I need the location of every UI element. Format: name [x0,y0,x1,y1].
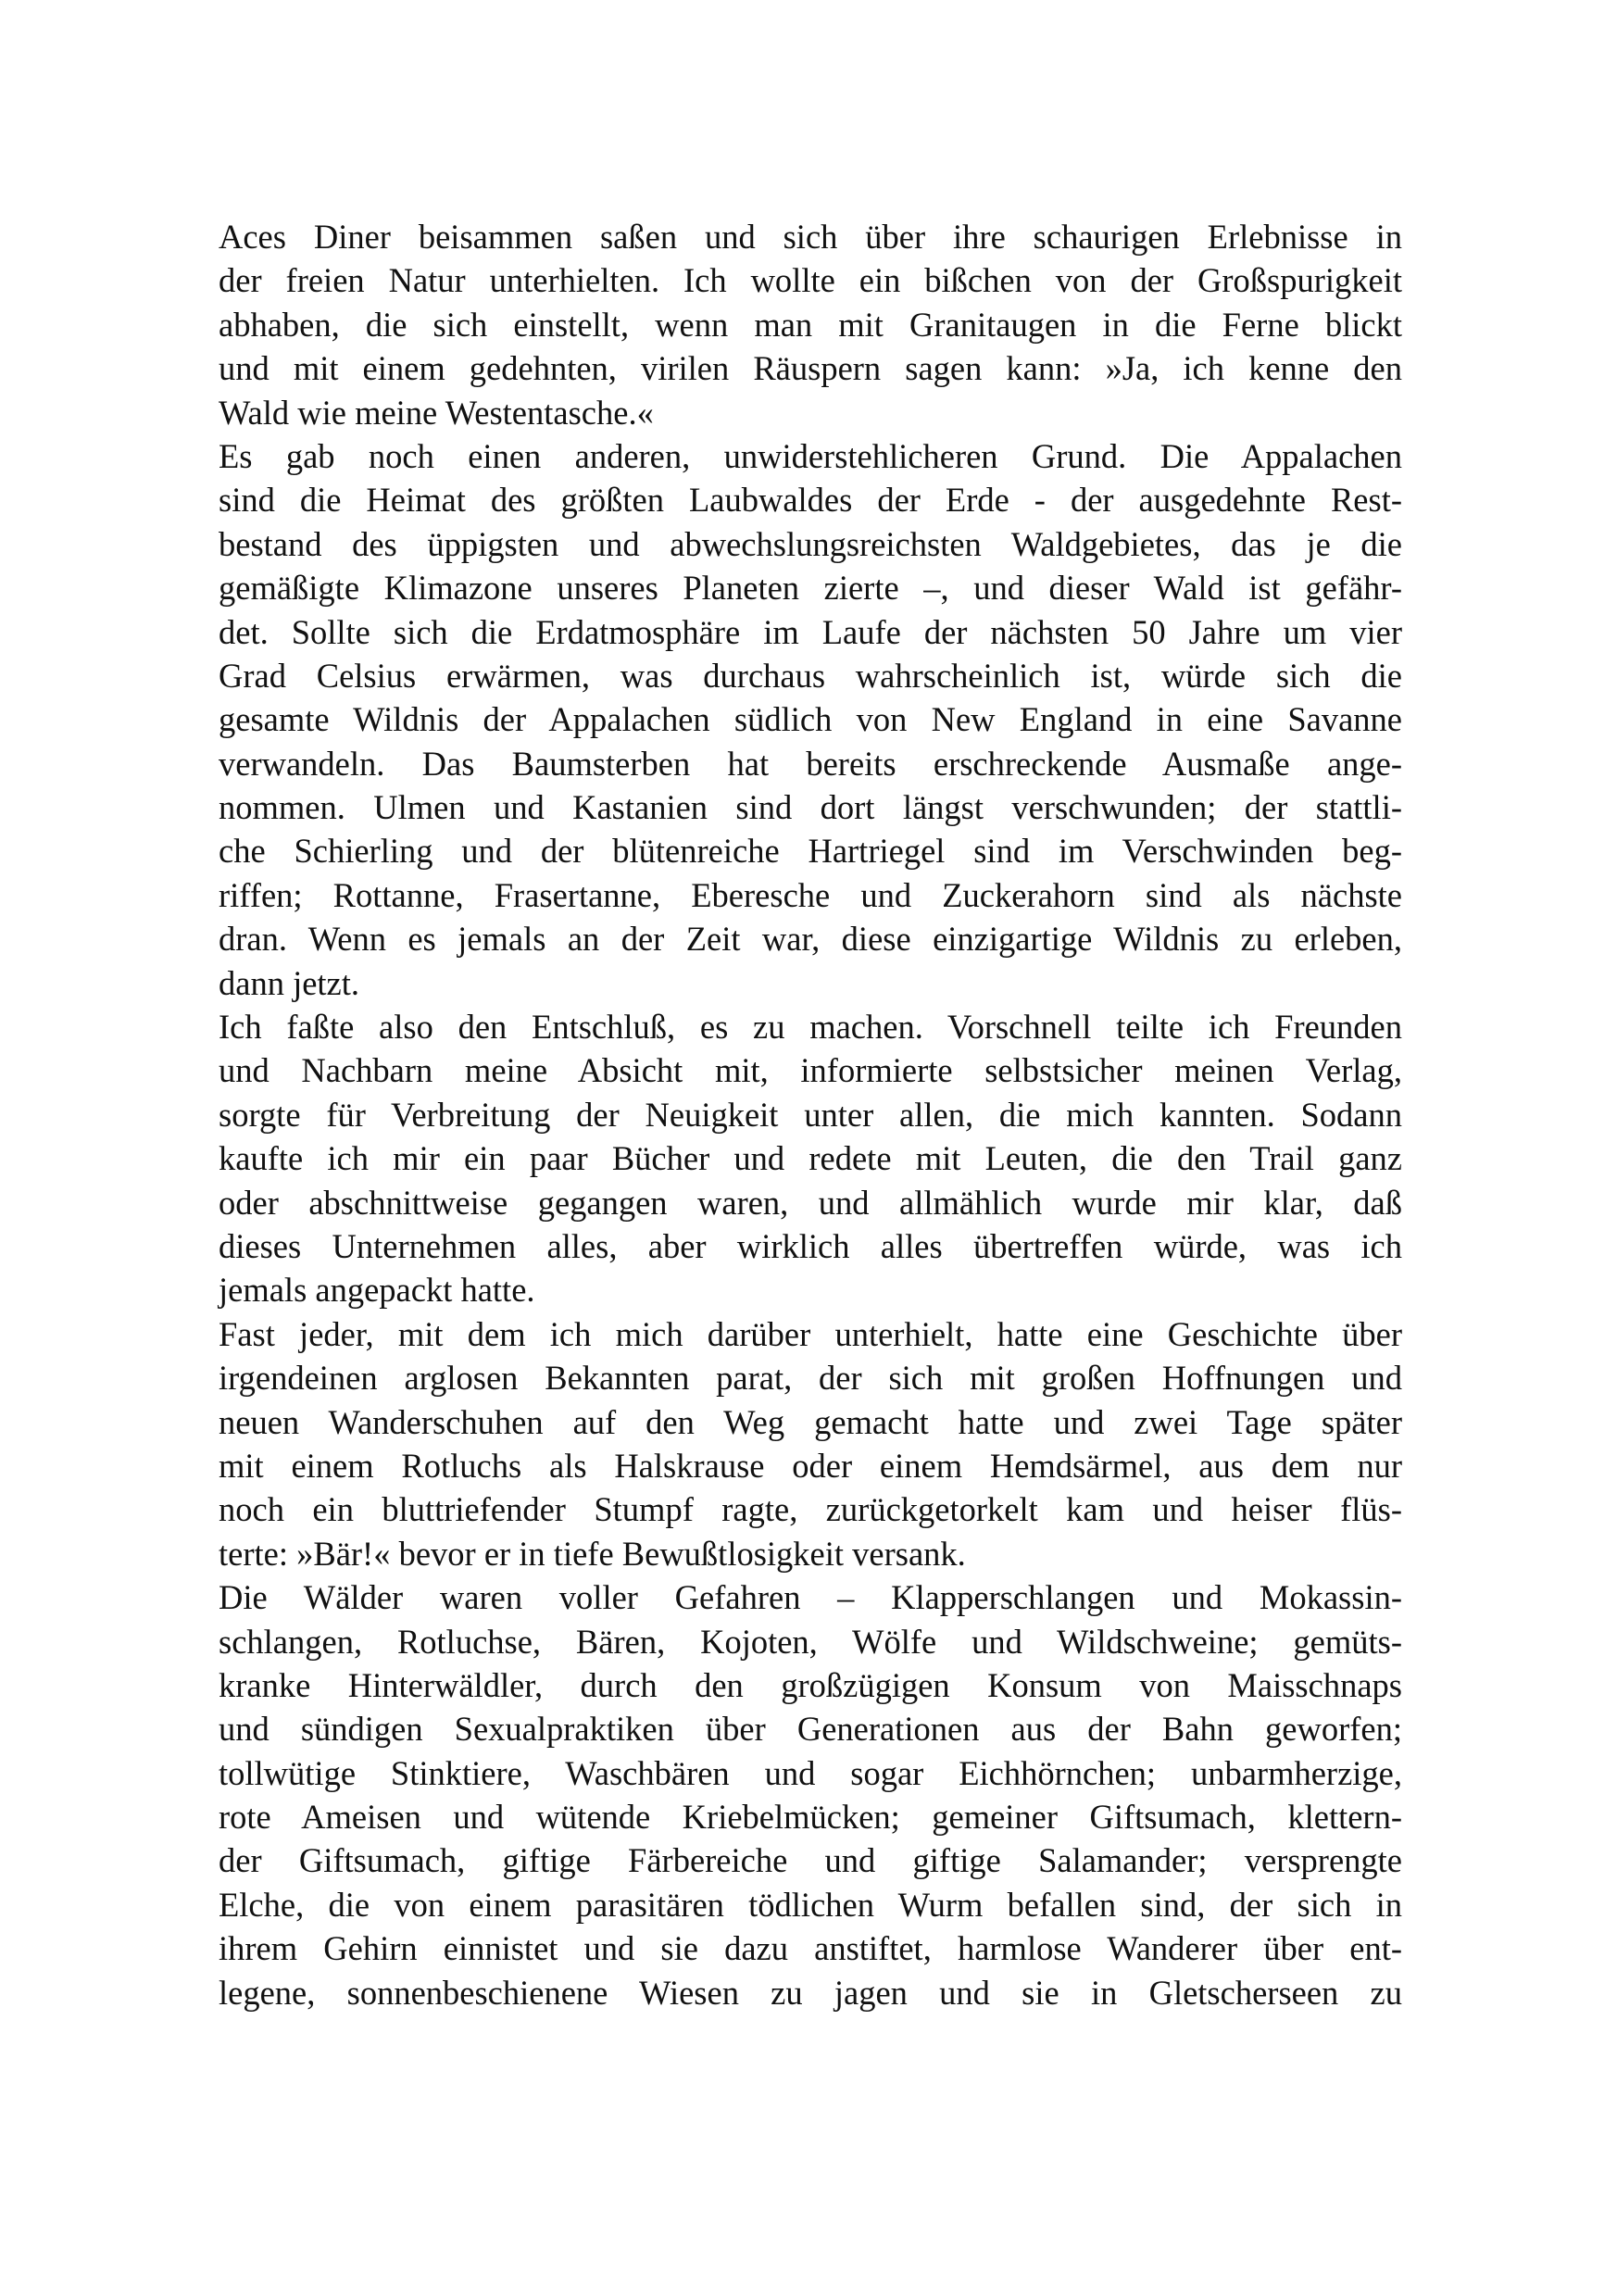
text-line: mit einem Rotluchs als Halskrause oder einem Hemdsärmel, aus dem nur [219,1446,1402,1485]
text-line: che Schierling und der blütenreiche Hartriegel sind im Verschwinden beg- [219,832,1402,871]
text-line: sorgte für Verbreitung der Neuigkeit unter allen, die mich kannten. Sodann [219,1095,1402,1134]
text-line: riffen; Rottanne, Frasertanne, Eberesche und Zuckerahorn sind als nächste [219,875,1402,914]
text-line: oder abschnittweise gegangen waren, und allmählich wurde mir klar, daß [219,1183,1402,1222]
text-line: kranke Hinterwäldler, durch den großzügigen Konsum von Maisschnaps [219,1665,1402,1704]
text-line: sind die Heimat des größten Laubwaldes der Erde - der ausgedehnte Rest- [219,481,1402,520]
text-line: noch ein bluttriefender Stumpf ragte, zurückgetorkelt kam und heiser flüs- [219,1490,1402,1529]
text-line: tollwütige Stinktiere, Waschbären und sogar Eichhörnchen; unbarmherzige, [219,1753,1402,1792]
text-line: dann jetzt. [219,963,360,1002]
text-line: rote Ameisen und wütende Kriebelmücken; gemeiner Giftsumach, klettern- [219,1798,1402,1837]
text-line: jemals angepackt hatte. [219,1271,535,1310]
text-line: Fast jeder, mit dem ich mich darüber unterhielt, hatte eine Geschichte über [219,1314,1402,1353]
text-line: dran. Wenn es jemals an der Zeit war, diese einzigartige Wildnis zu erleben, [219,920,1402,959]
paragraph [219,1312,1402,1575]
text-line: nommen. Ulmen und Kastanien sind dort längst verschwunden; der stattli- [219,788,1402,827]
body-text [219,215,1402,2014]
text-line: Grad Celsius erwärmen, was durchaus wahrscheinlich ist, würde sich die [219,656,1402,695]
text-line: schlangen, Rotluchse, Bären, Kojoten, Wölfe und Wildschweine; gemüts- [219,1622,1402,1661]
text-line: bestand des üppigsten und abwechslungsreichsten Waldgebietes, das je die [219,524,1402,563]
paragraph [219,434,1402,1005]
text-line: dieses Unternehmen alles, aber wirklich alles übertreffen würde, was ich [219,1226,1402,1265]
text-line: der freien Natur unterhielten. Ich wollte ein bißchen von der Großspurigkeit [219,261,1402,300]
text-line: Ich faßte also den Entschluß, es zu machen. Vorschnell teilte ich Freunden [219,1008,1402,1047]
text-line: Aces Diner beisammen saßen und sich über ihre schaurigen Erlebnisse in [219,218,1402,256]
text-line: legene, sonnenbeschienene Wiesen zu jagen und sie in Gletscherseen zu [219,1973,1402,2012]
paragraph [219,215,1402,434]
text-line: Die Wälder waren voller Gefahren – Klapperschlangen und Mokassin- [219,1578,1402,1617]
text-line: Es gab noch einen anderen, unwiderstehlicheren Grund. Die Appalachen [219,436,1402,475]
paragraph [219,1005,1402,1312]
text-line: kaufte ich mir ein paar Bücher und redete mit Leuten, die den Trail ganz [219,1139,1402,1178]
text-line: Wald wie meine Westentasche.« [219,393,654,432]
paragraph [219,1575,1402,2014]
text-line: verwandeln. Das Baumsterben hat bereits erschreckende Ausmaße ange- [219,744,1402,783]
text-line: und mit einem gedehnten, virilen Räuspern sagen kann: »Ja, ich kenne den [219,349,1402,388]
text-line: der Giftsumach, giftige Färbereiche und giftige Salamander; versprengte [219,1841,1402,1880]
text-line: Elche, die von einem parasitären tödlichen Wurm befallen sind, der sich in [219,1885,1402,1924]
text-line: gemäßigte Klimazone unseres Planeten zierte –, und dieser Wald ist gefähr- [219,569,1402,608]
text-line: neuen Wanderschuhen auf den Weg gemacht hatte und zwei Tage später [219,1402,1402,1441]
text-line: und sündigen Sexualpraktiken über Generationen aus der Bahn geworfen; [219,1710,1402,1749]
text-line: abhaben, die sich einstellt, wenn man mit Granitaugen in die Ferne blickt [219,305,1402,344]
text-line: und Nachbarn meine Absicht mit, informierte selbstsicher meinen Verlag, [219,1051,1402,1090]
text-line: ihrem Gehirn einnistet und sie dazu anstiftet, harmlose Wanderer über ent- [219,1929,1402,1968]
text-line: gesamte Wildnis der Appalachen südlich von New England in eine Savanne [219,700,1402,739]
text-line: det. Sollte sich die Erdatmosphäre im Laufe der nächsten 50 Jahre um vier [219,612,1402,651]
text-line: irgendeinen arglosen Bekannten parat, der sich mit großen Hoffnungen und [219,1359,1402,1398]
text-line: terte: »Bär!« bevor er in tiefe Bewußtlosigkeit versank. [219,1534,966,1573]
